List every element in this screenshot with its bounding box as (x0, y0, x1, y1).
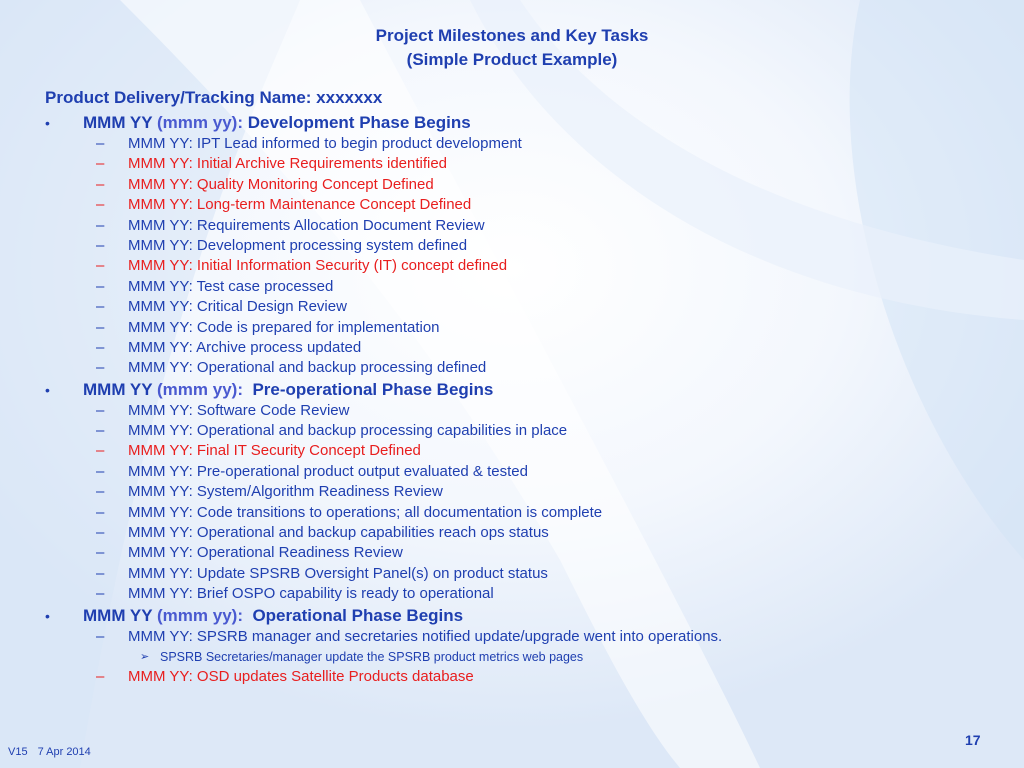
dash-icon: – (96, 401, 105, 419)
section-heading (0, 112, 1024, 134)
section-heading-text (83, 605, 463, 627)
task-item (0, 297, 1024, 317)
subtask-item (0, 647, 1024, 667)
task-text: MMM YY: Quality Monitoring Concept Defined (128, 175, 434, 193)
bullet-icon: • (45, 607, 50, 624)
slide-title (0, 24, 1024, 72)
dash-icon: – (96, 627, 105, 645)
task-item (0, 175, 1024, 195)
task-text: MMM YY: Operational and backup capabilities reach ops status (128, 524, 549, 542)
product-tracking-name: Product Delivery/Tracking Name: xxxxxxx (45, 88, 383, 107)
milestone-section (0, 605, 1024, 688)
milestone-section (0, 112, 1024, 379)
dash-icon: – (96, 462, 105, 480)
task-text: MMM YY: Update SPSRB Oversight Panel(s) on product status (128, 564, 548, 582)
bullet-icon: • (45, 381, 50, 398)
dash-icon: – (96, 338, 105, 356)
task-text: MMM YY: Operational and backup processing defined (128, 359, 487, 377)
bullet-icon: • (45, 115, 50, 131)
task-text: MMM YY: Brief OSPO capability is ready to operational (128, 585, 494, 603)
task-item (0, 462, 1024, 482)
section-date-paren: (mmm yy): (157, 605, 243, 625)
section-heading-text (83, 112, 471, 134)
task-text: MMM YY: Requirements Allocation Document Review (128, 216, 485, 234)
footer-version: V15 (8, 746, 28, 758)
task-text: MMM YY: Operational Readiness Review (128, 544, 403, 562)
task-text: MMM YY: Development processing system defined (128, 236, 468, 254)
task-item (0, 318, 1024, 338)
task-item (0, 358, 1024, 378)
task-text: MMM YY: Software Code Review (128, 401, 350, 419)
dash-icon: – (96, 277, 105, 295)
milestone-list (0, 112, 1024, 687)
dash-icon: – (96, 359, 105, 377)
dash-icon: – (96, 524, 105, 542)
task-text: MMM YY: System/Algorithm Readiness Review (128, 483, 443, 501)
slide-title-line2: (Simple Product Example) (406, 50, 618, 69)
task-item (0, 421, 1024, 441)
section-heading (0, 605, 1024, 627)
dash-icon: – (96, 155, 105, 173)
dash-icon: – (96, 196, 105, 214)
slide-title-line1: Project Milestones and Key Tasks (375, 26, 649, 45)
subtask-text: SPSRB Secretaries/manager update the SPSRB product metrics web pages (160, 649, 584, 664)
task-item (0, 543, 1024, 563)
dash-icon: – (96, 503, 105, 521)
dash-icon: – (96, 298, 105, 316)
task-item (0, 134, 1024, 154)
task-item (0, 584, 1024, 604)
dash-icon: – (96, 667, 105, 685)
dash-icon: – (96, 422, 105, 440)
dash-icon: – (96, 257, 105, 275)
task-item (0, 523, 1024, 543)
arrow-bullet-icon: ➢ (140, 650, 150, 663)
task-item (0, 256, 1024, 276)
task-text: MMM YY: Initial Archive Requirements identified (128, 155, 448, 173)
task-text: MMM YY: OSD updates Satellite Products database (128, 667, 474, 685)
dash-icon: – (96, 585, 105, 603)
task-text: MMM YY: Pre-operational product output evaluated & tested (128, 462, 528, 480)
task-item (0, 482, 1024, 502)
dash-icon: – (96, 564, 105, 582)
task-item (0, 236, 1024, 256)
task-text: MMM YY: Initial Information Security (IT) concept defined (128, 257, 508, 275)
task-text: MMM YY: IPT Lead informed to begin product development (128, 135, 522, 152)
footer (8, 746, 101, 758)
task-item (0, 216, 1024, 236)
section-date-paren: (mmm yy): (157, 379, 243, 399)
task-text: MMM YY: Critical Design Review (128, 298, 347, 316)
section-date-paren: (mmm yy): (157, 113, 243, 132)
section-heading (0, 379, 1024, 401)
task-item (0, 401, 1024, 421)
task-item (0, 667, 1024, 687)
dash-icon: – (96, 483, 105, 501)
dash-icon: – (96, 236, 105, 254)
section-date: MMM YY (83, 113, 153, 132)
milestone-section (0, 379, 1024, 605)
task-item (0, 338, 1024, 358)
task-item (0, 503, 1024, 523)
task-text: MMM YY: Operational and backup processing capabilities in place (128, 422, 568, 440)
task-text: MMM YY: Final IT Security Concept Defined (128, 442, 421, 460)
section-phase: Operational Phase Begins (252, 605, 464, 625)
task-text: MMM YY: Code is prepared for implementation (128, 318, 440, 336)
task-text: MMM YY: Code transitions to operations; all documentation is complete (128, 503, 603, 521)
dash-icon: – (96, 442, 105, 460)
section-phase: Pre-operational Phase Begins (252, 379, 494, 399)
dash-icon: – (96, 135, 105, 152)
section-heading-text (83, 379, 493, 401)
dash-icon: – (96, 175, 105, 193)
task-text: MMM YY: SPSRB manager and secretaries notified update/upgrade went into operations. (128, 627, 723, 645)
dash-icon: – (96, 318, 105, 336)
task-item (0, 195, 1024, 215)
page-number: 17 (965, 732, 981, 748)
dash-icon: – (96, 216, 105, 234)
dash-icon: – (96, 544, 105, 562)
task-item (0, 627, 1024, 647)
section-date: MMM YY (83, 605, 153, 625)
task-item (0, 154, 1024, 174)
section-phase: Development Phase Begins (247, 113, 471, 132)
footer-date: 7 Apr 2014 (37, 746, 91, 758)
task-text: MMM YY: Archive process updated (128, 338, 362, 356)
task-item (0, 441, 1024, 461)
task-item (0, 277, 1024, 297)
task-text: MMM YY: Test case processed (128, 277, 334, 295)
task-item (0, 564, 1024, 584)
section-date: MMM YY (83, 379, 153, 399)
task-text: MMM YY: Long-term Maintenance Concept Defined (128, 196, 472, 214)
